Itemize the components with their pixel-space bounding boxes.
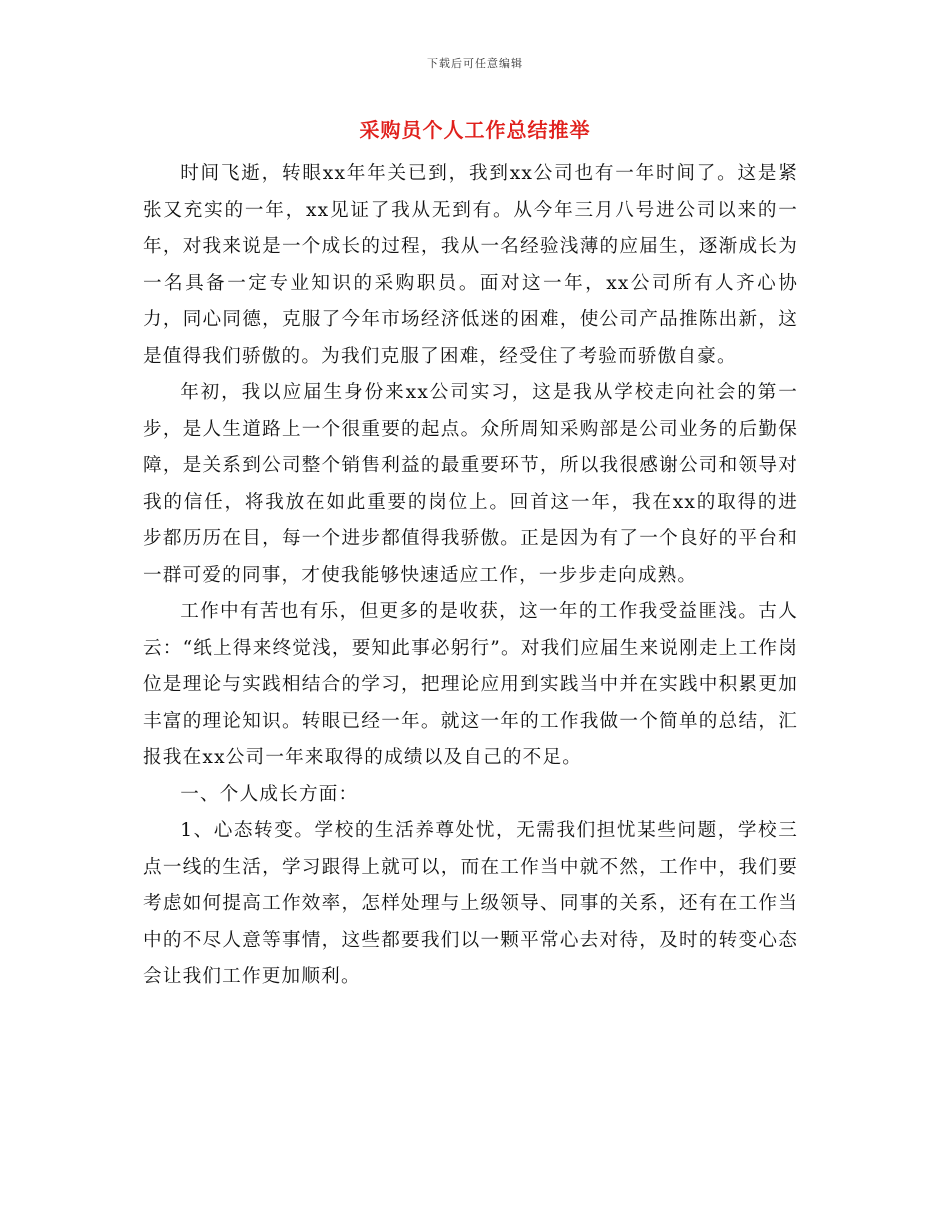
paragraph-intro: 时间飞逝，转眼xx年年关已到，我到xx公司也有一年时间了。这是紧张又充实的一年，xx见证了我从无到有。从今年三月八号进公司以来的一年，对我来说是一个成长的过程，我从一名经验浅薄的应届生，逐渐成长为一名具备一定专业知识的采购职员。面对这一年，xx公司所有人齐心协力，同心同德，克服了今年市场经济低迷的困难，使公司产品推陈出新，这是值得我们骄傲的。为我们克服了困难，经受住了考验而骄傲自豪。: [143, 163, 798, 367]
document-body: [143, 156, 798, 996]
header-note: 下载后可任意编辑: [427, 57, 523, 70]
document-title: 采购员个人工作总结推举: [359, 118, 591, 142]
paragraph-gains: 工作中有苦也有乐，但更多的是收获，这一年的工作我受益匪浅。古人云：“纸上得来终觉浅，要知此事必躬行”。对我们应届生来说刚走上工作岗位是理论与实践相结合的学习，把理论应用到实践当中并在实践中积累更加丰富的理论知识。转眼已经一年。就这一年的工作我做一个简单的总结，汇报我在xx公司一年来取得的成绩以及自己的不足。: [143, 601, 798, 768]
paragraph-mindset-change: 1、心态转变。学校的生活养尊处忧，无需我们担忧某些问题，学校三点一线的生活，学习跟得上就可以，而在工作当中就不然，工作中，我们要考虑如何提高工作效率，怎样处理与上级领导、同事的关系，还有在工作当中的不尽人意等事情，这些都要我们以一颗平常心去对待，及时的转变心态会让我们工作更加顺利。: [143, 820, 798, 987]
paragraph-beginning-of-year: 年初，我以应届生身份来xx公司实习，这是我从学校走向社会的第一步，是人生道路上一个很重要的起点。众所周知采购部是公司业务的后勤保障，是关系到公司整个销售利益的最重要环节，所以我很感谢公司和领导对我的信任，将我放在如此重要的岗位上。回首这一年，我在xx的取得的进步都历历在目，每一个进步都值得我骄傲。正是因为有了一个良好的平台和一群可爱的同事，才使我能够快速适应工作，一步步走向成熟。: [143, 382, 798, 586]
section-heading-personal-growth: 一、个人成长方面：: [180, 783, 359, 805]
